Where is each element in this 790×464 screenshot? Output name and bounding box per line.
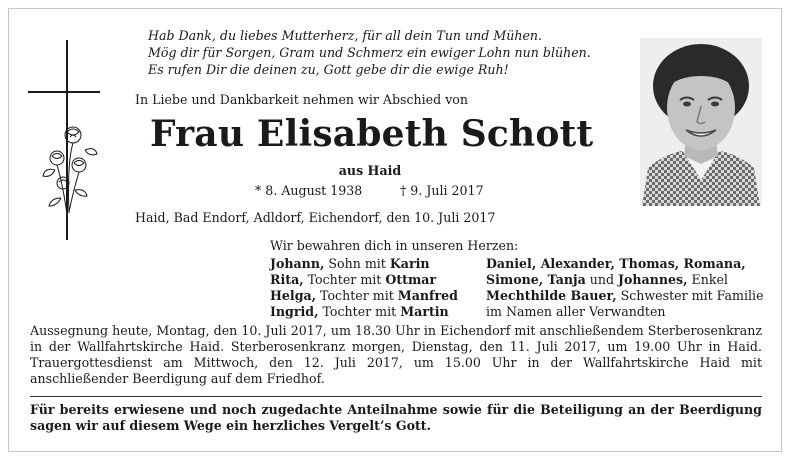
thanks-text: Für bereits erwiesene und noch zugedachte Anteilnahme sowie für die Beteiligung an der Beerdigung sagen wir auf diesem Wege ein herzliches Vergelt’s Gott. [30,402,762,433]
family-partner: Martin [400,304,449,319]
family-partner: Manfred [397,288,458,303]
family-right [486,256,764,320]
family-entry [486,288,764,304]
intro-text: In Liebe und Dankbarkeit nehmen wir Abschied von [135,92,469,107]
service-info: Aussegnung heute, Montag, den 10. Juli 2017, um 18.30 Uhr in Eichendorf mit anschließendem Sterberosenkranz in der Wallfahrtskirche Haid. Sterberosenkranz morgen, Dienstag, den 11. Juli 2017, um 19.00 Uhr in Haid. Trauergottesdienst am Mittwoch, den 12. Juli 2017, um 15.00 Uhr in der Wallfahrtskirche Haid mit anschließender Beerdigung auf dem Friedhof. [30,323,762,386]
family-entry [270,256,458,272]
family-partner: Johannes, [618,272,688,287]
family-entry [486,272,764,288]
family-name: Helga, [270,288,317,303]
family-entry [270,272,458,288]
family-entry [486,304,764,320]
family-relation: und [585,272,619,287]
family-left [270,256,458,320]
heart-line: Wir bewahren dich in unseren Herzen: [270,238,519,253]
family-entry [486,256,764,272]
birth-date: * 8. August 1938 [255,183,363,198]
origin-text: aus Haid [338,163,402,178]
family-relation: Enkel [687,272,728,287]
poem [148,27,591,78]
family-partner: Karin [389,256,430,271]
family-name: Daniel, Alexander, Thomas, Romana, [486,256,746,271]
divider [30,396,762,397]
family-name: Rita, [270,272,304,287]
family-relation: Tochter mit [303,272,386,287]
place-date: Haid, Bad Endorf, Adldorf, Eichendorf, den 10. Juli 2017 [135,210,496,225]
family-name: Johann, [270,256,325,271]
family-relation: Sohn mit [324,256,390,271]
family-relation: Schwester mit Familie [616,288,764,303]
family-relation: im Namen aller Verwandten [486,304,666,319]
family-entry [270,304,458,320]
death-date: † 9. Juli 2017 [400,183,484,198]
poem-line: Mög dir für Sorgen, Gram und Schmerz ein ewiger Lohn nun blühen. [148,45,591,60]
family-name: Simone, Tanja [486,272,586,287]
family-relation: Tochter mit [318,304,401,319]
poem-line: Es rufen Dir die deinen zu, Gott gebe dir die ewige Ruh! [148,62,509,77]
cross-with-roses-icon [25,40,105,240]
family-entry [270,288,458,304]
family-relation: Tochter mit [316,288,398,303]
poem-line: Hab Dank, du liebes Mutterherz, für all dein Tun und Mühen. [148,28,543,43]
family-name: Mechthilde Bauer, [486,288,617,303]
family-name: Ingrid, [270,304,319,319]
family-partner: Ottmar [385,272,437,287]
deceased-name: Frau Elisabeth Schott [150,113,594,155]
portrait-photo [640,38,762,206]
